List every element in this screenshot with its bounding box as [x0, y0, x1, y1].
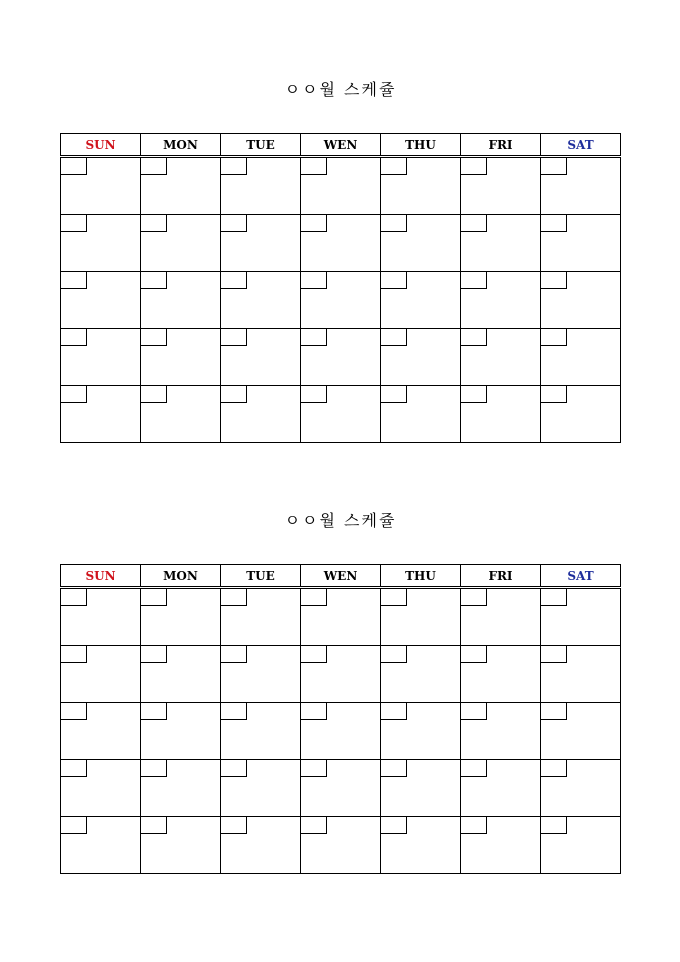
day-cell[interactable]	[61, 817, 141, 874]
day-cell[interactable]	[541, 817, 621, 874]
date-number-box	[221, 646, 247, 663]
day-cell[interactable]	[141, 760, 221, 817]
day-cell[interactable]	[381, 760, 461, 817]
day-cell[interactable]	[381, 588, 461, 646]
date-number-box	[541, 646, 567, 663]
date-number-box	[301, 329, 327, 346]
weekday-sun: SUN	[61, 565, 141, 588]
date-number-box	[61, 646, 87, 663]
date-number-box	[461, 646, 487, 663]
date-number-box	[541, 703, 567, 720]
day-cell[interactable]	[461, 386, 541, 443]
day-cell[interactable]	[381, 646, 461, 703]
date-number-box	[541, 817, 567, 834]
date-number-box	[541, 215, 567, 232]
week-row	[61, 157, 621, 215]
day-cell[interactable]	[541, 386, 621, 443]
day-cell[interactable]	[301, 646, 381, 703]
date-number-box	[461, 760, 487, 777]
calendar-grid	[60, 564, 621, 874]
day-cell[interactable]	[61, 386, 141, 443]
day-cell[interactable]	[301, 386, 381, 443]
date-number-box	[141, 272, 167, 289]
calendar-body	[61, 588, 621, 874]
date-number-box	[301, 760, 327, 777]
day-cell[interactable]	[141, 386, 221, 443]
weekday-thu: THU	[381, 565, 461, 588]
date-number-box	[221, 760, 247, 777]
week-row	[61, 646, 621, 703]
date-number-box	[301, 215, 327, 232]
date-number-box	[381, 215, 407, 232]
date-number-box	[541, 329, 567, 346]
date-number-box	[61, 817, 87, 834]
day-cell[interactable]	[461, 588, 541, 646]
day-cell[interactable]	[461, 817, 541, 874]
date-number-box	[221, 158, 247, 175]
date-number-box	[381, 589, 407, 606]
weekday-wen: WEN	[301, 134, 381, 157]
day-cell[interactable]	[541, 588, 621, 646]
day-cell[interactable]	[61, 588, 141, 646]
date-number-box	[461, 158, 487, 175]
day-cell[interactable]	[61, 646, 141, 703]
date-number-box	[141, 215, 167, 232]
day-cell[interactable]	[61, 329, 141, 386]
day-cell[interactable]	[141, 817, 221, 874]
day-cell[interactable]	[221, 817, 301, 874]
week-row	[61, 386, 621, 443]
week-row	[61, 272, 621, 329]
date-number-box	[141, 158, 167, 175]
day-cell[interactable]	[301, 329, 381, 386]
day-cell[interactable]	[461, 272, 541, 329]
weekday-sun: SUN	[61, 134, 141, 157]
week-row	[61, 703, 621, 760]
week-row	[61, 588, 621, 646]
date-number-box	[141, 589, 167, 606]
calendar-title: ㅇㅇ월 스케쥴	[284, 80, 397, 99]
weekday-wen: WEN	[301, 565, 381, 588]
day-cell[interactable]	[301, 157, 381, 215]
day-cell[interactable]	[141, 646, 221, 703]
day-cell[interactable]	[461, 760, 541, 817]
weekday-tue: TUE	[221, 134, 301, 157]
day-cell[interactable]	[221, 703, 301, 760]
day-cell[interactable]	[301, 703, 381, 760]
date-number-box	[461, 703, 487, 720]
date-number-box	[301, 817, 327, 834]
weekday-header-row	[61, 565, 621, 588]
date-number-box	[541, 386, 567, 403]
date-number-box	[221, 589, 247, 606]
day-cell[interactable]	[221, 215, 301, 272]
date-number-box	[221, 386, 247, 403]
weekday-fri: FRI	[461, 565, 541, 588]
date-number-box	[381, 646, 407, 663]
date-number-box	[381, 817, 407, 834]
date-number-box	[541, 589, 567, 606]
calendar-body	[61, 157, 621, 443]
date-number-box	[301, 386, 327, 403]
date-number-box	[141, 817, 167, 834]
day-cell[interactable]	[221, 760, 301, 817]
week-row	[61, 760, 621, 817]
day-cell[interactable]	[381, 386, 461, 443]
day-cell[interactable]	[461, 329, 541, 386]
date-number-box	[141, 329, 167, 346]
date-number-box	[381, 760, 407, 777]
day-cell[interactable]	[461, 646, 541, 703]
weekday-fri: FRI	[461, 134, 541, 157]
week-row	[61, 817, 621, 874]
day-cell[interactable]	[381, 157, 461, 215]
day-cell[interactable]	[61, 760, 141, 817]
day-cell[interactable]	[141, 329, 221, 386]
date-number-box	[221, 703, 247, 720]
date-number-box	[61, 329, 87, 346]
day-cell[interactable]	[141, 157, 221, 215]
day-cell[interactable]	[141, 703, 221, 760]
date-number-box	[221, 272, 247, 289]
weekday-mon: MON	[141, 565, 221, 588]
day-cell[interactable]	[61, 703, 141, 760]
day-cell[interactable]	[141, 588, 221, 646]
day-cell[interactable]	[141, 272, 221, 329]
date-number-box	[381, 329, 407, 346]
date-number-box	[221, 817, 247, 834]
date-number-box	[461, 386, 487, 403]
date-number-box	[381, 703, 407, 720]
day-cell[interactable]	[461, 215, 541, 272]
date-number-box	[301, 589, 327, 606]
day-cell[interactable]	[541, 703, 621, 760]
day-cell[interactable]	[381, 817, 461, 874]
day-cell[interactable]	[221, 157, 301, 215]
day-cell[interactable]	[221, 329, 301, 386]
day-cell[interactable]	[301, 760, 381, 817]
day-cell[interactable]	[461, 703, 541, 760]
day-cell[interactable]	[301, 215, 381, 272]
date-number-box	[141, 760, 167, 777]
week-row	[61, 329, 621, 386]
date-number-box	[301, 703, 327, 720]
date-number-box	[541, 272, 567, 289]
day-cell[interactable]	[541, 646, 621, 703]
day-cell[interactable]	[61, 272, 141, 329]
day-cell[interactable]	[61, 215, 141, 272]
date-number-box	[461, 329, 487, 346]
date-number-box	[301, 272, 327, 289]
day-cell[interactable]	[381, 703, 461, 760]
date-number-box	[221, 329, 247, 346]
date-number-box	[541, 760, 567, 777]
day-cell[interactable]	[221, 272, 301, 329]
day-cell[interactable]	[141, 215, 221, 272]
calendar-grid	[60, 133, 621, 443]
date-number-box	[141, 386, 167, 403]
day-cell[interactable]	[301, 588, 381, 646]
day-cell[interactable]	[381, 329, 461, 386]
day-cell[interactable]	[541, 329, 621, 386]
date-number-box	[141, 703, 167, 720]
week-row	[61, 215, 621, 272]
day-cell[interactable]	[301, 272, 381, 329]
day-cell[interactable]	[381, 272, 461, 329]
date-number-box	[301, 158, 327, 175]
day-cell[interactable]	[381, 215, 461, 272]
date-number-box	[61, 703, 87, 720]
day-cell[interactable]	[541, 215, 621, 272]
date-number-box	[61, 760, 87, 777]
date-number-box	[301, 646, 327, 663]
day-cell[interactable]	[221, 646, 301, 703]
date-number-box	[541, 158, 567, 175]
date-number-box	[61, 158, 87, 175]
date-number-box	[61, 589, 87, 606]
day-cell[interactable]	[461, 157, 541, 215]
date-number-box	[61, 386, 87, 403]
calendar-title: ㅇㅇ월 스케쥴	[284, 511, 397, 530]
date-number-box	[461, 817, 487, 834]
weekday-header-row	[61, 134, 621, 157]
day-cell[interactable]	[221, 386, 301, 443]
date-number-box	[381, 158, 407, 175]
date-number-box	[461, 272, 487, 289]
date-number-box	[61, 272, 87, 289]
date-number-box	[381, 386, 407, 403]
weekday-sat: SAT	[541, 134, 621, 157]
date-number-box	[461, 215, 487, 232]
day-cell[interactable]	[541, 157, 621, 215]
date-number-box	[61, 215, 87, 232]
date-number-box	[221, 215, 247, 232]
day-cell[interactable]	[221, 588, 301, 646]
day-cell[interactable]	[61, 157, 141, 215]
date-number-box	[381, 272, 407, 289]
weekday-mon: MON	[141, 134, 221, 157]
date-number-box	[461, 589, 487, 606]
day-cell[interactable]	[541, 272, 621, 329]
date-number-box	[141, 646, 167, 663]
day-cell[interactable]	[541, 760, 621, 817]
weekday-sat: SAT	[541, 565, 621, 588]
day-cell[interactable]	[301, 817, 381, 874]
weekday-thu: THU	[381, 134, 461, 157]
weekday-tue: TUE	[221, 565, 301, 588]
